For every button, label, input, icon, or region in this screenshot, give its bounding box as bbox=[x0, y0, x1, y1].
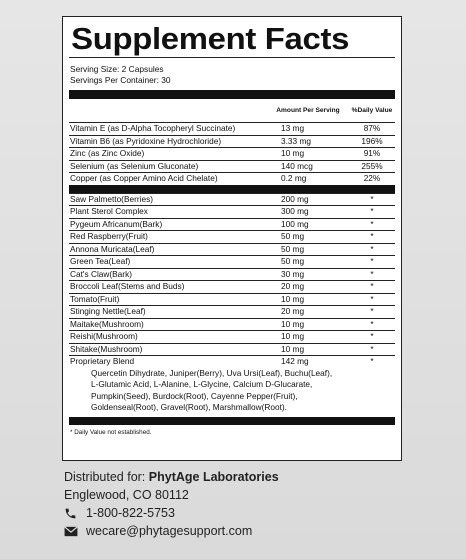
ingredient-dv: * bbox=[370, 306, 374, 316]
table-row bbox=[69, 147, 395, 160]
table-row bbox=[69, 293, 395, 306]
table-row bbox=[69, 172, 395, 185]
ingredient-dv: * bbox=[370, 231, 374, 241]
distributor-line bbox=[64, 468, 279, 486]
ingredient-name: Broccoli Leaf(Stems and Buds) bbox=[70, 281, 185, 291]
ingredient-amount: 142 mg bbox=[281, 356, 309, 366]
ingredient-amount: 10 mg bbox=[281, 318, 305, 329]
ingredient-amount: 30 mg bbox=[281, 268, 305, 279]
ingredient-amount: 10 mg bbox=[281, 293, 305, 304]
herb-list bbox=[69, 193, 395, 368]
table-row bbox=[69, 305, 395, 318]
ingredient-dv: * bbox=[370, 206, 374, 216]
ingredient-name: Stinging Nettle(Leaf) bbox=[70, 306, 146, 316]
table-row bbox=[69, 330, 395, 343]
amount-header: Amount Per Serving bbox=[276, 106, 340, 114]
ingredient-name: Pygeum Africanum(Bark) bbox=[70, 218, 163, 229]
ingredient-amount: 20 mg bbox=[281, 281, 305, 291]
serving-info bbox=[69, 64, 395, 86]
phone-number: 1-800-822-5753 bbox=[86, 506, 175, 520]
ingredient-name: Copper (as Copper Amino Acid Chelate) bbox=[70, 173, 218, 183]
ingredient-name: Vitamin B6 (as Pyridoxine Hydrochloride) bbox=[70, 135, 222, 146]
ingredient-amount: 300 mg bbox=[281, 206, 309, 216]
ingredient-dv: * bbox=[370, 268, 374, 279]
ingredient-amount: 100 mg bbox=[281, 218, 309, 229]
table-row bbox=[69, 255, 395, 268]
table-row bbox=[69, 122, 395, 135]
ingredient-amount: 3.33 mg bbox=[281, 135, 311, 146]
ingredient-amount: 10 mg bbox=[281, 331, 305, 341]
thick-divider bbox=[69, 417, 395, 425]
ingredient-amount: 50 mg bbox=[281, 231, 305, 241]
proprietary-blend-row bbox=[69, 355, 395, 368]
table-row bbox=[69, 230, 395, 243]
daily-value-header: %Daily Value bbox=[351, 106, 393, 114]
table-row bbox=[69, 205, 395, 218]
ingredient-amount: 0.2 mg bbox=[281, 173, 307, 183]
footnote: * Daily Value not established. bbox=[70, 428, 152, 436]
ingredient-name: Zinc (as Zinc Oxide) bbox=[70, 148, 145, 158]
ingredient-amount: 10 mg bbox=[281, 148, 305, 158]
table-row bbox=[69, 243, 395, 256]
ingredient-amount: 13 mg bbox=[281, 123, 305, 133]
ingredient-name: Green Tea(Leaf) bbox=[70, 256, 131, 266]
ingredient-dv: * bbox=[370, 293, 374, 304]
ingredient-dv: * bbox=[370, 193, 374, 204]
ingredient-dv: 255% bbox=[361, 160, 383, 171]
email-row bbox=[64, 522, 279, 540]
blend-line: Quercetin Dihydrate, Juniper(Berry), Uva Ursi(Leaf), Buchu(Leaf), bbox=[91, 367, 333, 378]
ingredient-dv: * bbox=[370, 356, 374, 366]
ingredient-amount: 20 mg bbox=[281, 306, 305, 316]
distributor-prefix: Distributed for: bbox=[64, 470, 149, 484]
ingredient-name: Saw Palmetto(Berries) bbox=[70, 193, 153, 204]
ingredient-name: Cat's Claw(Bark) bbox=[70, 268, 132, 279]
table-row bbox=[69, 343, 395, 356]
phone-row bbox=[64, 504, 279, 522]
ingredient-name: Annona Muricata(Leaf) bbox=[70, 243, 155, 254]
ingredient-dv: * bbox=[370, 218, 374, 229]
ingredient-name: Maitake(Mushroom) bbox=[70, 318, 144, 329]
thick-divider bbox=[69, 90, 395, 99]
ingredient-dv: * bbox=[370, 243, 374, 254]
table-row bbox=[69, 280, 395, 293]
table-row bbox=[69, 160, 395, 173]
ingredient-amount: 10 mg bbox=[281, 343, 305, 354]
ingredient-dv: * bbox=[370, 343, 374, 354]
ingredient-dv: * bbox=[370, 256, 374, 266]
phone-icon bbox=[64, 507, 80, 520]
table-row bbox=[69, 318, 395, 331]
ingredient-name: Tomato(Fruit) bbox=[70, 293, 120, 304]
distributor-info bbox=[64, 468, 279, 540]
distributor-company: PhytAge Laboratories bbox=[148, 470, 279, 484]
ingredient-name: Red Raspberry(Fruit) bbox=[70, 231, 148, 241]
panel-title: Supplement Facts bbox=[71, 21, 350, 56]
table-row bbox=[69, 218, 395, 231]
ingredient-name: Plant Sterol Complex bbox=[70, 206, 148, 216]
column-header bbox=[69, 99, 395, 122]
vitamin-list bbox=[69, 122, 395, 185]
blend-line: Pumpkin(Seed), Burdock(Root), Cayenne Pepper(Fruit), bbox=[91, 390, 298, 401]
envelope-icon bbox=[64, 526, 80, 537]
ingredient-dv: * bbox=[370, 281, 374, 291]
supplement-facts-panel bbox=[62, 16, 402, 461]
blend-line: L-Glutamic Acid, L-Alanine, L-Glycine, Calcium D-Glucarate, bbox=[91, 379, 313, 389]
blend-line: Goldenseal(Root), Gravel(Root), Marshmallow(Root). bbox=[91, 402, 287, 412]
serving-size: Serving Size: 2 Capsules bbox=[70, 64, 164, 74]
table-row bbox=[69, 193, 395, 206]
ingredient-name: Proprietary Blend bbox=[70, 356, 135, 366]
ingredient-dv: 196% bbox=[361, 135, 383, 146]
ingredient-dv: 91% bbox=[363, 148, 381, 158]
ingredient-name: Vitamin E (as D-Alpha Tocopheryl Succinate) bbox=[70, 123, 236, 133]
table-row bbox=[69, 268, 395, 281]
distributor-city: Englewood, CO 80112 bbox=[64, 488, 189, 502]
proprietary-blend-ingredients bbox=[69, 368, 395, 417]
table-row bbox=[69, 135, 395, 148]
ingredient-dv: 22% bbox=[363, 173, 381, 183]
ingredient-dv: * bbox=[370, 318, 374, 329]
ingredient-amount: 50 mg bbox=[281, 256, 305, 266]
ingredient-name: Shitake(Mushroom) bbox=[70, 343, 143, 354]
ingredient-amount: 200 mg bbox=[281, 193, 309, 204]
ingredient-amount: 140 mcg bbox=[281, 160, 313, 171]
thick-divider bbox=[69, 185, 395, 193]
ingredient-dv: 87% bbox=[363, 123, 381, 133]
divider bbox=[69, 57, 395, 58]
ingredient-amount: 50 mg bbox=[281, 243, 305, 254]
ingredient-name: Selenium (as Selenium Gluconate) bbox=[70, 160, 199, 171]
ingredient-dv: * bbox=[370, 331, 374, 341]
ingredient-name: Reishi(Mushroom) bbox=[70, 331, 138, 341]
email-address: wecare@phytagesupport.com bbox=[86, 524, 253, 538]
servings-per-container: Servings Per Container: 30 bbox=[70, 75, 171, 85]
